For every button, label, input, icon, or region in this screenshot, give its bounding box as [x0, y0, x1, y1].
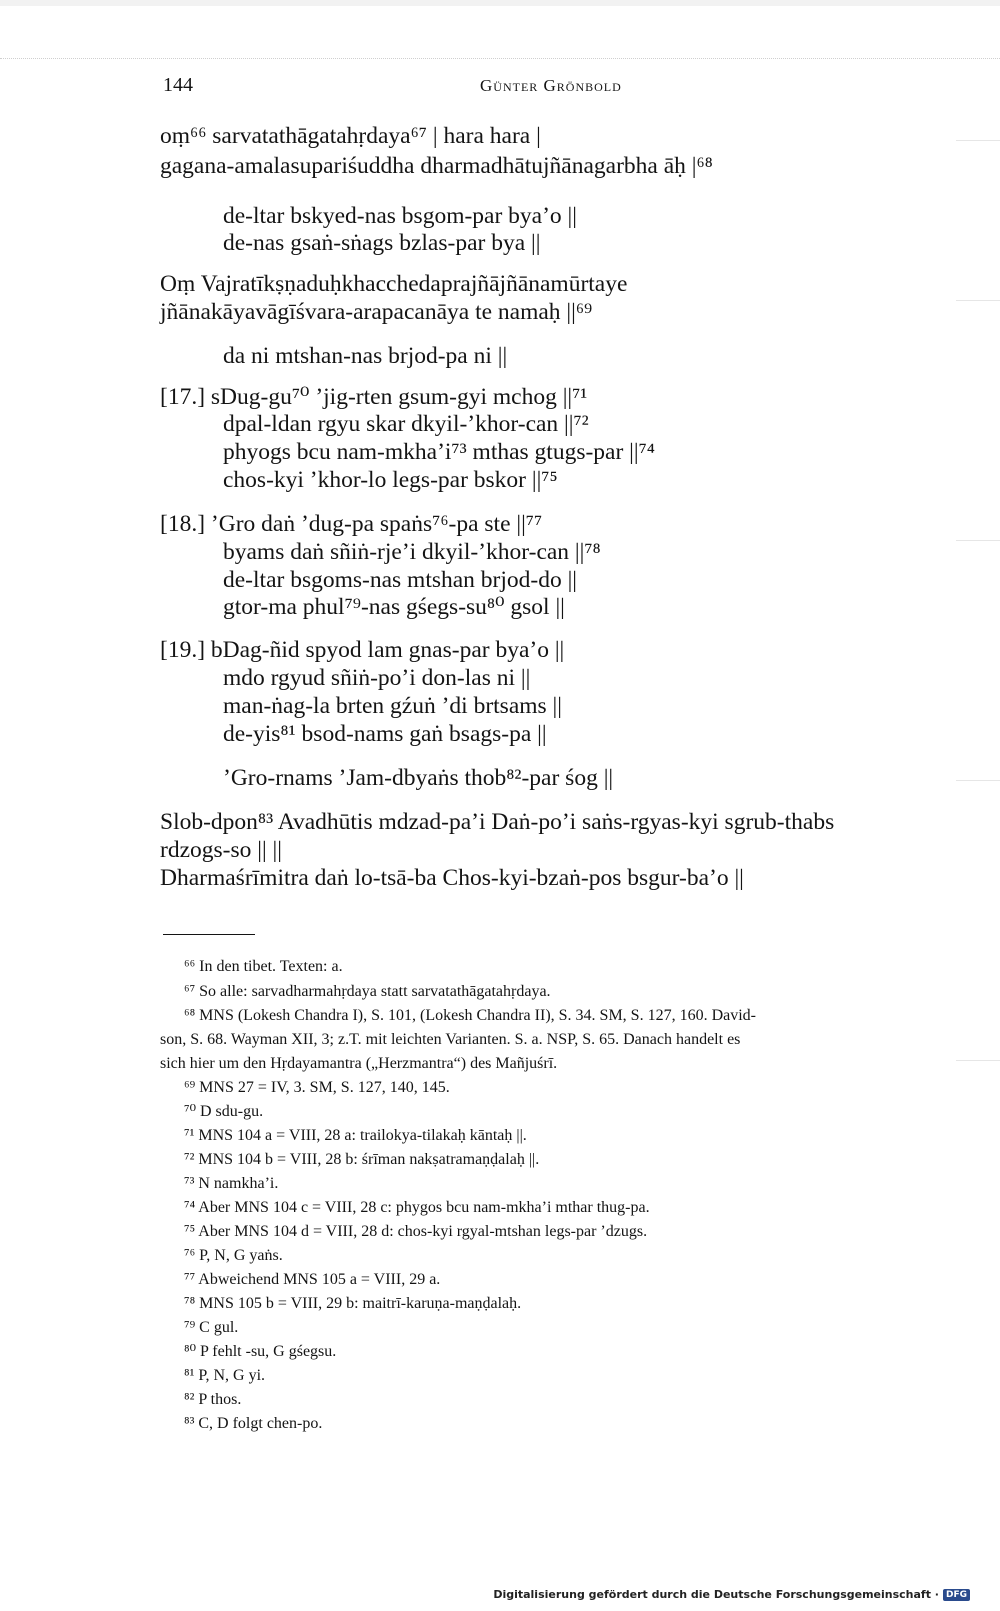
footnote: sich hier um den Hṛdayamantra („Herzmantra“) des Mañjuśrī.: [160, 1055, 558, 1072]
footnote: ⁷⁴ Aber MNS 104 c = VIII, 28 c: phygos bcu nam-mkha’i mthar thug-pa.: [184, 1199, 650, 1216]
footnote: ⁶⁷ So alle: sarvadharmahṛdaya statt sarvatathāgatahṛdaya.: [184, 983, 551, 1000]
verse-line: byams daṅ sñiṅ-rje’i dkyil-’khor-can ||⁷⁸: [223, 539, 601, 565]
verse-line: phyogs bcu nam-mkha’i⁷³ mthas gtugs-par ||⁷⁴: [223, 439, 655, 465]
verse-line: [18.] ’Gro daṅ ’dug-pa spaṅs⁷⁶-pa ste ||⁷⁷: [160, 511, 543, 537]
footnote-rule: [163, 934, 255, 935]
verse-line: mdo rgyud sñiṅ-po’i don-las ni ||: [223, 665, 531, 691]
bleed-through-mark: [956, 540, 1000, 541]
bleed-through-mark: [956, 1060, 1000, 1061]
verse-line: man-ṅag-la brten gźuṅ ’di brtsams ||: [223, 693, 562, 719]
footnote: ⁷⁹ C gul.: [184, 1319, 239, 1336]
verse-line: [17.] sDug-gu⁷⁰ ’jig-rten gsum-gyi mchog ||⁷¹: [160, 384, 588, 410]
body-line: oṃ⁶⁶ sarvatathāgatahṛdaya⁶⁷ | hara hara |: [160, 123, 541, 149]
footnote: son, S. 68. Wayman XII, 3; z.T. mit leichten Varianten. S. a. NSP, S. 65. Danach handelt es: [160, 1031, 741, 1048]
verse-line: de-ltar bsgoms-nas mtshan brjod-do ||: [223, 567, 578, 593]
running-head: Günter Grönbold: [480, 76, 622, 95]
verse-line: ’Gro-rnams ’Jam-dbyaṅs thob⁸²-par śog ||: [223, 765, 614, 791]
colophon-line: Dharmaśrīmitra daṅ lo-tsā-ba Chos-kyi-bzaṅ-pos bsgur-ba’o ||: [160, 865, 744, 891]
verse-line: chos-kyi ’khor-lo legs-par bskor ||⁷⁵: [223, 467, 558, 493]
bleed-through-mark: [956, 300, 1000, 301]
body-line: jñānakāyavāgīśvara-arapacanāya te namaḥ ||⁶⁹: [160, 299, 593, 325]
dfg-logo-icon: DFG: [943, 1589, 970, 1601]
page-edge-divider: [0, 58, 1000, 59]
footnote: ⁷⁰ D sdu-gu.: [184, 1103, 264, 1120]
footnote: ⁸¹ P, N, G yi.: [184, 1367, 266, 1384]
body-line: de-nas gsaṅ-sṅags bzlas-par bya ||: [223, 230, 541, 256]
body-line: da ni mtshan-nas brjod-pa ni ||: [223, 343, 508, 369]
bleed-through-mark: [956, 140, 1000, 141]
footnote: ⁷¹ MNS 104 a = VIII, 28 a: trailokya-tilakaḥ kāntaḥ ||.: [184, 1127, 527, 1144]
footnote: ⁷⁶ P, N, G yaṅs.: [184, 1247, 283, 1264]
verse-line: dpal-ldan rgyu skar dkyil-’khor-can ||⁷²: [223, 411, 589, 437]
footnote: ⁷⁵ Aber MNS 104 d = VIII, 28 d: chos-kyi rgyal-mtshan legs-par ’dzugs.: [184, 1223, 648, 1240]
credit-text: Digitalisierung gefördert durch die Deutsche Forschungsgemeinschaft ·: [493, 1588, 939, 1601]
footnote: ⁶⁶ In den tibet. Texten: a.: [184, 958, 343, 975]
footnote: ⁷⁸ MNS 105 b = VIII, 29 b: maitrī-karuṇa-maṇḍalaḥ.: [184, 1295, 522, 1312]
footnote: ⁷³ N namkha’i.: [184, 1175, 279, 1192]
page-number: 144: [163, 74, 193, 96]
verse-line: [19.] bDag-ñid spyod lam gnas-par bya’o ||: [160, 637, 565, 663]
footnote: ⁸⁰ P fehlt -su, G gśegsu.: [184, 1343, 337, 1360]
footnote: ⁶⁹ MNS 27 = IV, 3. SM, S. 127, 140, 145.: [184, 1079, 450, 1096]
scan-edge: [0, 0, 1000, 6]
digitization-credit: [493, 1588, 970, 1601]
bleed-through-mark: [956, 780, 1000, 781]
colophon-line: Slob-dpon⁸³ Avadhūtis mdzad-pa’i Daṅ-po’i saṅs-rgyas-kyi sgrub-thabs: [160, 809, 835, 835]
footnote: ⁶⁸ MNS (Lokesh Chandra I), S. 101, (Lokesh Chandra II), S. 34. SM, S. 127, 160. David-: [184, 1007, 756, 1024]
footnote: ⁷² MNS 104 b = VIII, 28 b: śrīman nakṣatramaṇḍalaḥ ||.: [184, 1151, 540, 1168]
verse-line: de-yis⁸¹ bsod-nams gaṅ bsags-pa ||: [223, 721, 547, 747]
footnote: ⁷⁷ Abweichend MNS 105 a = VIII, 29 a.: [184, 1271, 441, 1288]
footnote: ⁸³ C, D folgt chen-po.: [184, 1415, 323, 1432]
body-line: gagana-amalasupariśuddha dharmadhātujñānagarbha āḥ |⁶⁸: [160, 153, 713, 179]
body-line: Oṃ Vajratīkṣṇaduḥkhacchedaprajñājñānamūrtaye: [160, 271, 628, 297]
body-line: de-ltar bskyed-nas bsgom-par bya’o ||: [223, 203, 577, 229]
colophon-line: rdzogs-so || ||: [160, 837, 282, 863]
footnote: ⁸² P thos.: [184, 1391, 242, 1408]
verse-line: gtor-ma phul⁷⁹-nas gśegs-su⁸⁰ gsol ||: [223, 594, 565, 620]
